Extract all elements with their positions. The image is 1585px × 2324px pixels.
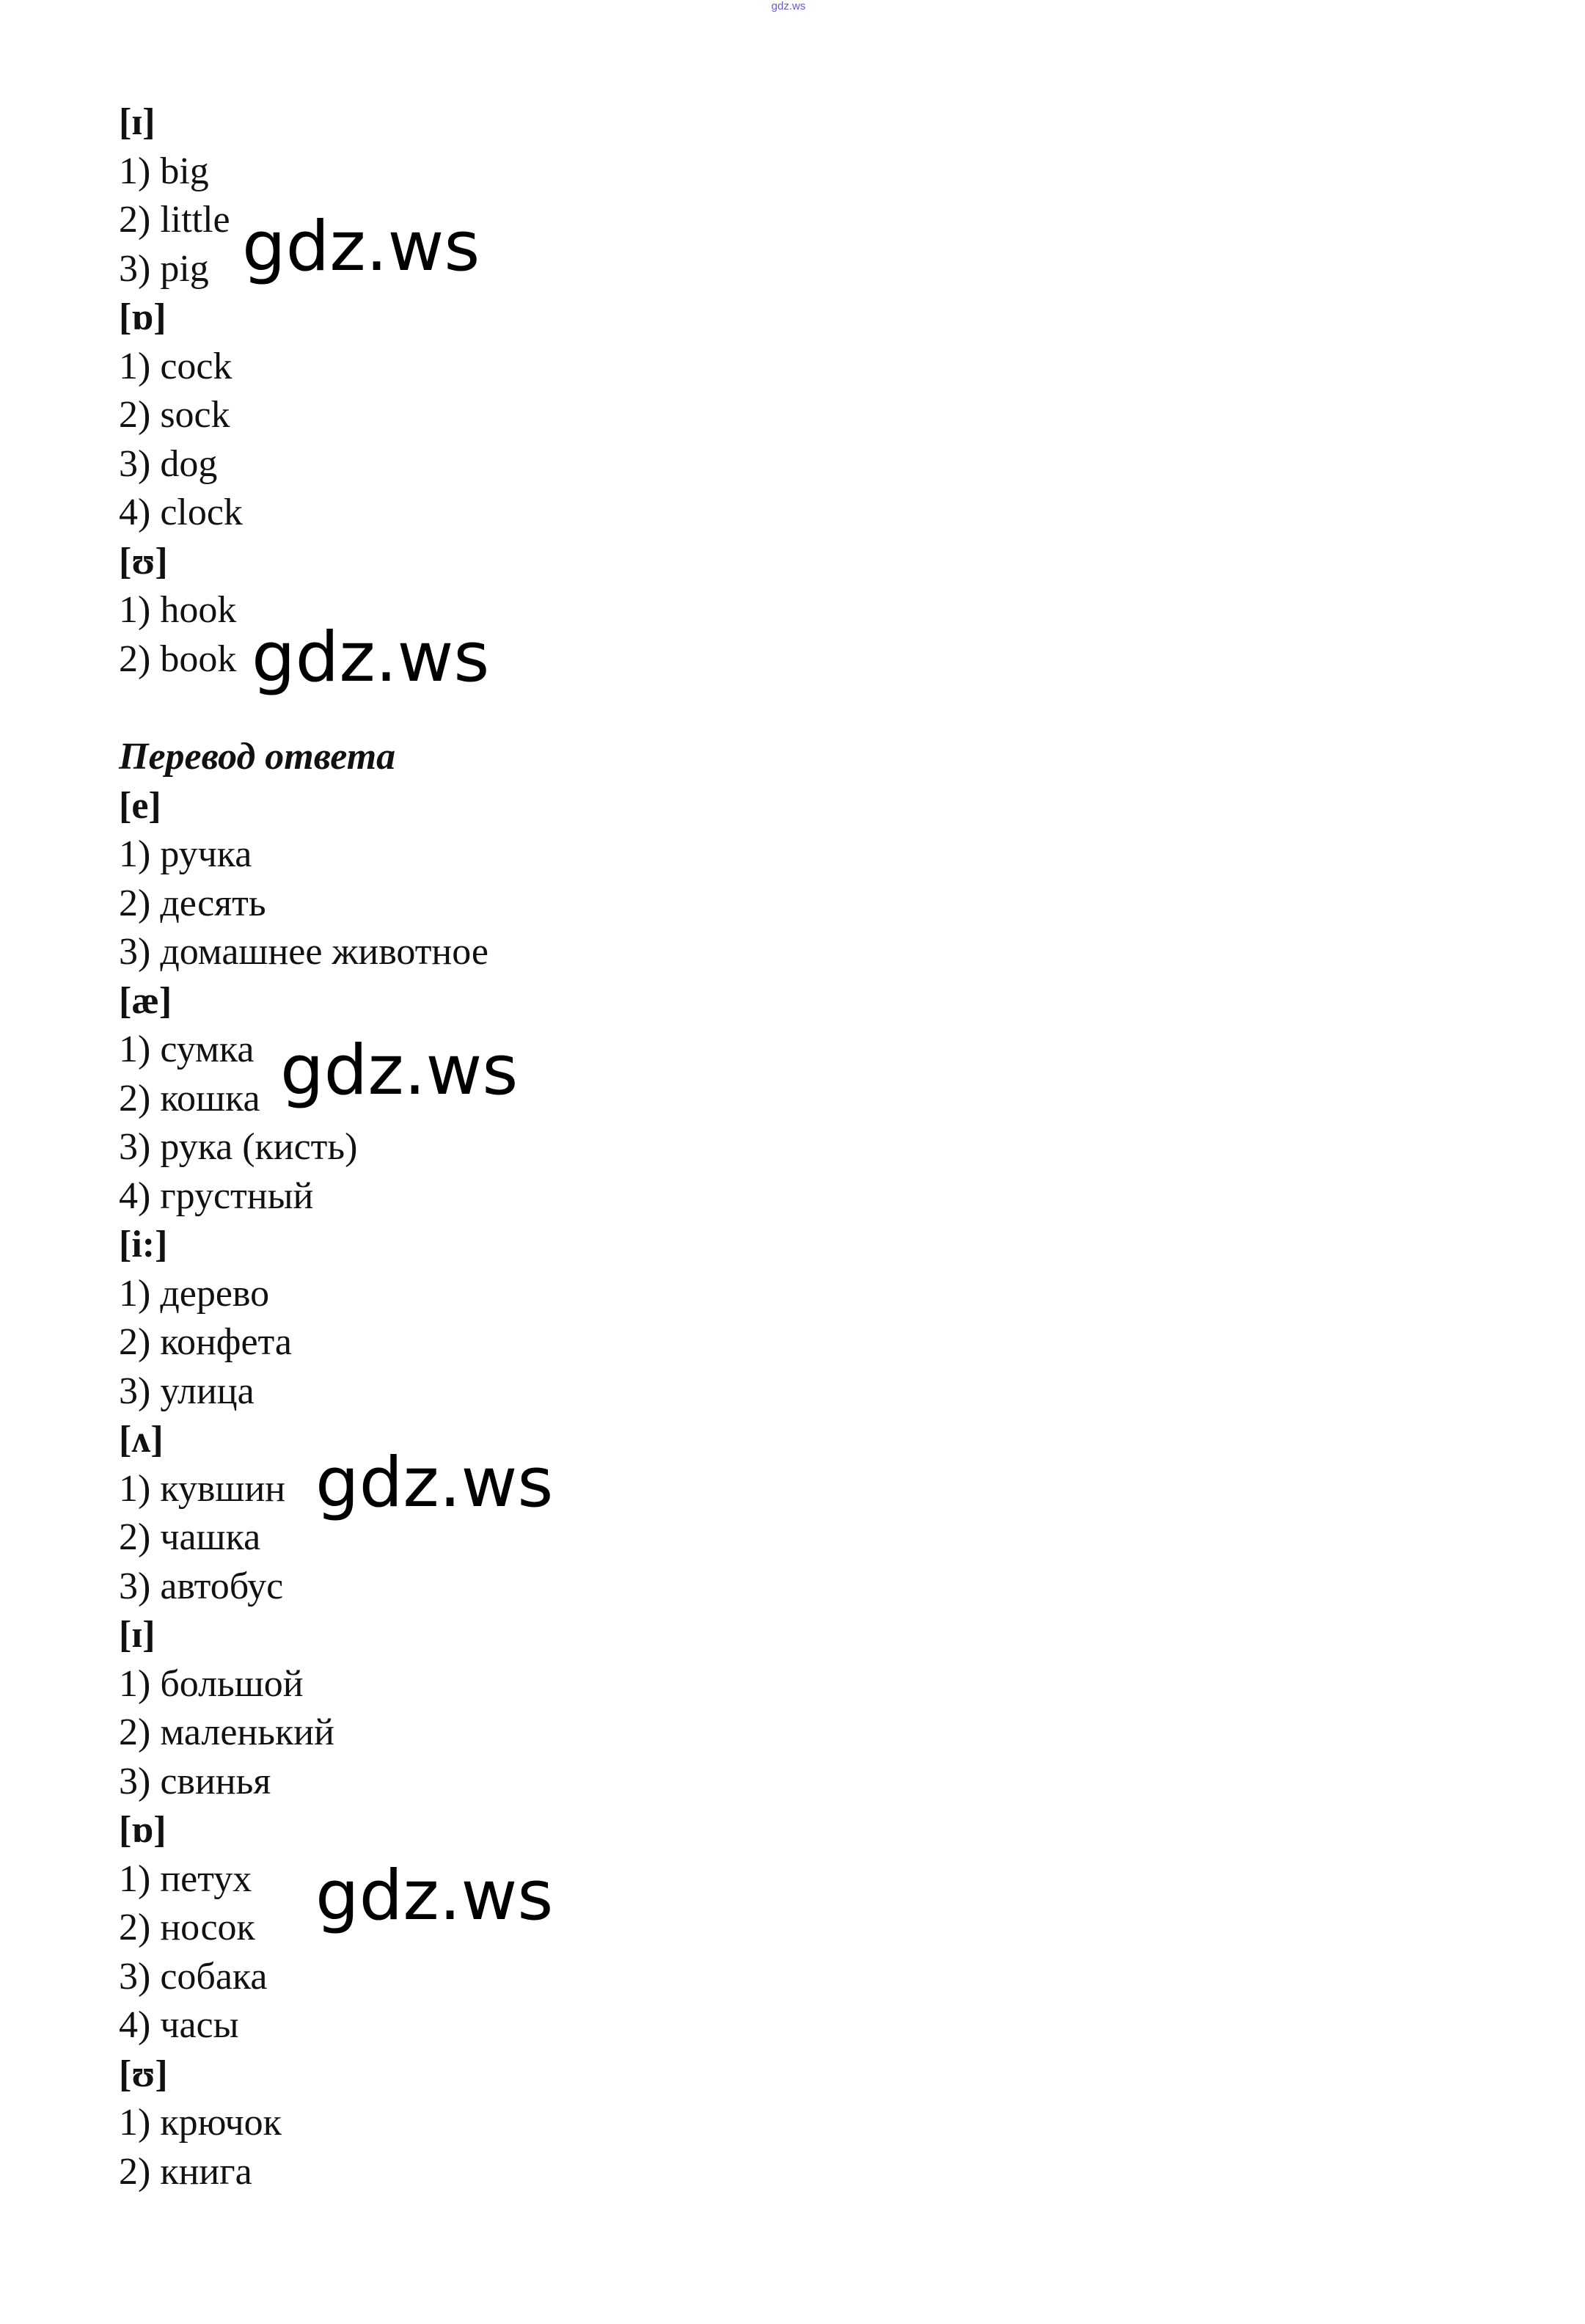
header-watermark: gdz.ws [771, 0, 806, 12]
list-item: 2) книга [119, 2150, 252, 2193]
sound-heading: [ɪ] [119, 1614, 155, 1656]
translation-title: Перевод ответа [119, 736, 396, 778]
list-item: 3) рука (кисть) [119, 1126, 358, 1168]
translation-group-ii [119, 1221, 488, 1416]
sound-heading: [ɒ] [119, 1809, 166, 1851]
watermark: gdz.ws [280, 1031, 519, 1111]
list-item: 1) big [119, 150, 209, 192]
list-item: 3) улица [119, 1370, 255, 1412]
list-item: 4) clock [119, 492, 243, 533]
translation-group-u [119, 2050, 488, 2197]
sound-heading: [ɒ] [119, 296, 166, 338]
list-item: 2) десять [119, 882, 266, 924]
list-item: 1) петух [119, 1857, 252, 1900]
list-item: 4) грустный [119, 1174, 314, 1217]
list-item: 3) свинья [119, 1760, 271, 1802]
translation-group-e [119, 782, 488, 977]
sound-heading: [ʊ] [119, 2053, 168, 2095]
list-item: 4) часы [119, 2004, 239, 2046]
list-item: 1) сумка [119, 1028, 255, 1070]
list-item: 1) дерево [119, 1272, 270, 1315]
watermark: gdz.ws [315, 1856, 554, 1936]
list-item: 2) маленький [119, 1711, 334, 1753]
list-item: 3) собака [119, 1955, 268, 1998]
list-item: 2) sock [119, 394, 230, 436]
list-item: 1) большой [119, 1662, 304, 1705]
sound-heading: [i:] [119, 1224, 168, 1265]
list-item: 2) little [119, 199, 230, 241]
list-item: 1) кувшин [119, 1467, 286, 1510]
list-item: 3) dog [119, 442, 218, 485]
list-item: 1) ручка [119, 833, 252, 875]
list-item: 3) домашнее животное [119, 931, 488, 973]
translation-group-i [119, 1611, 488, 1806]
list-item: 3) pig [119, 247, 209, 290]
list-item: 1) cock [119, 345, 233, 387]
sound-heading: [æ] [119, 979, 172, 1022]
list-item: 2) book [119, 637, 237, 680]
list-item: 2) чашка [119, 1516, 261, 1558]
watermark: gdz.ws [252, 618, 490, 698]
watermark: gdz.ws [242, 207, 480, 287]
list-item: 2) кошка [119, 1077, 260, 1119]
sound-heading: [ʌ] [119, 1419, 164, 1461]
list-item: 2) конфета [119, 1321, 292, 1363]
sound-heading: [ʊ] [119, 540, 168, 582]
list-item: 1) крючок [119, 2102, 282, 2144]
watermark: gdz.ws [315, 1443, 554, 1523]
list-item: 3) автобус [119, 1565, 284, 1607]
sound-heading: [ɪ] [119, 101, 155, 143]
answer-group-o [119, 293, 488, 538]
sound-heading: [e] [119, 784, 161, 827]
list-item: 1) hook [119, 589, 237, 631]
list-item: 2) носок [119, 1907, 255, 1948]
